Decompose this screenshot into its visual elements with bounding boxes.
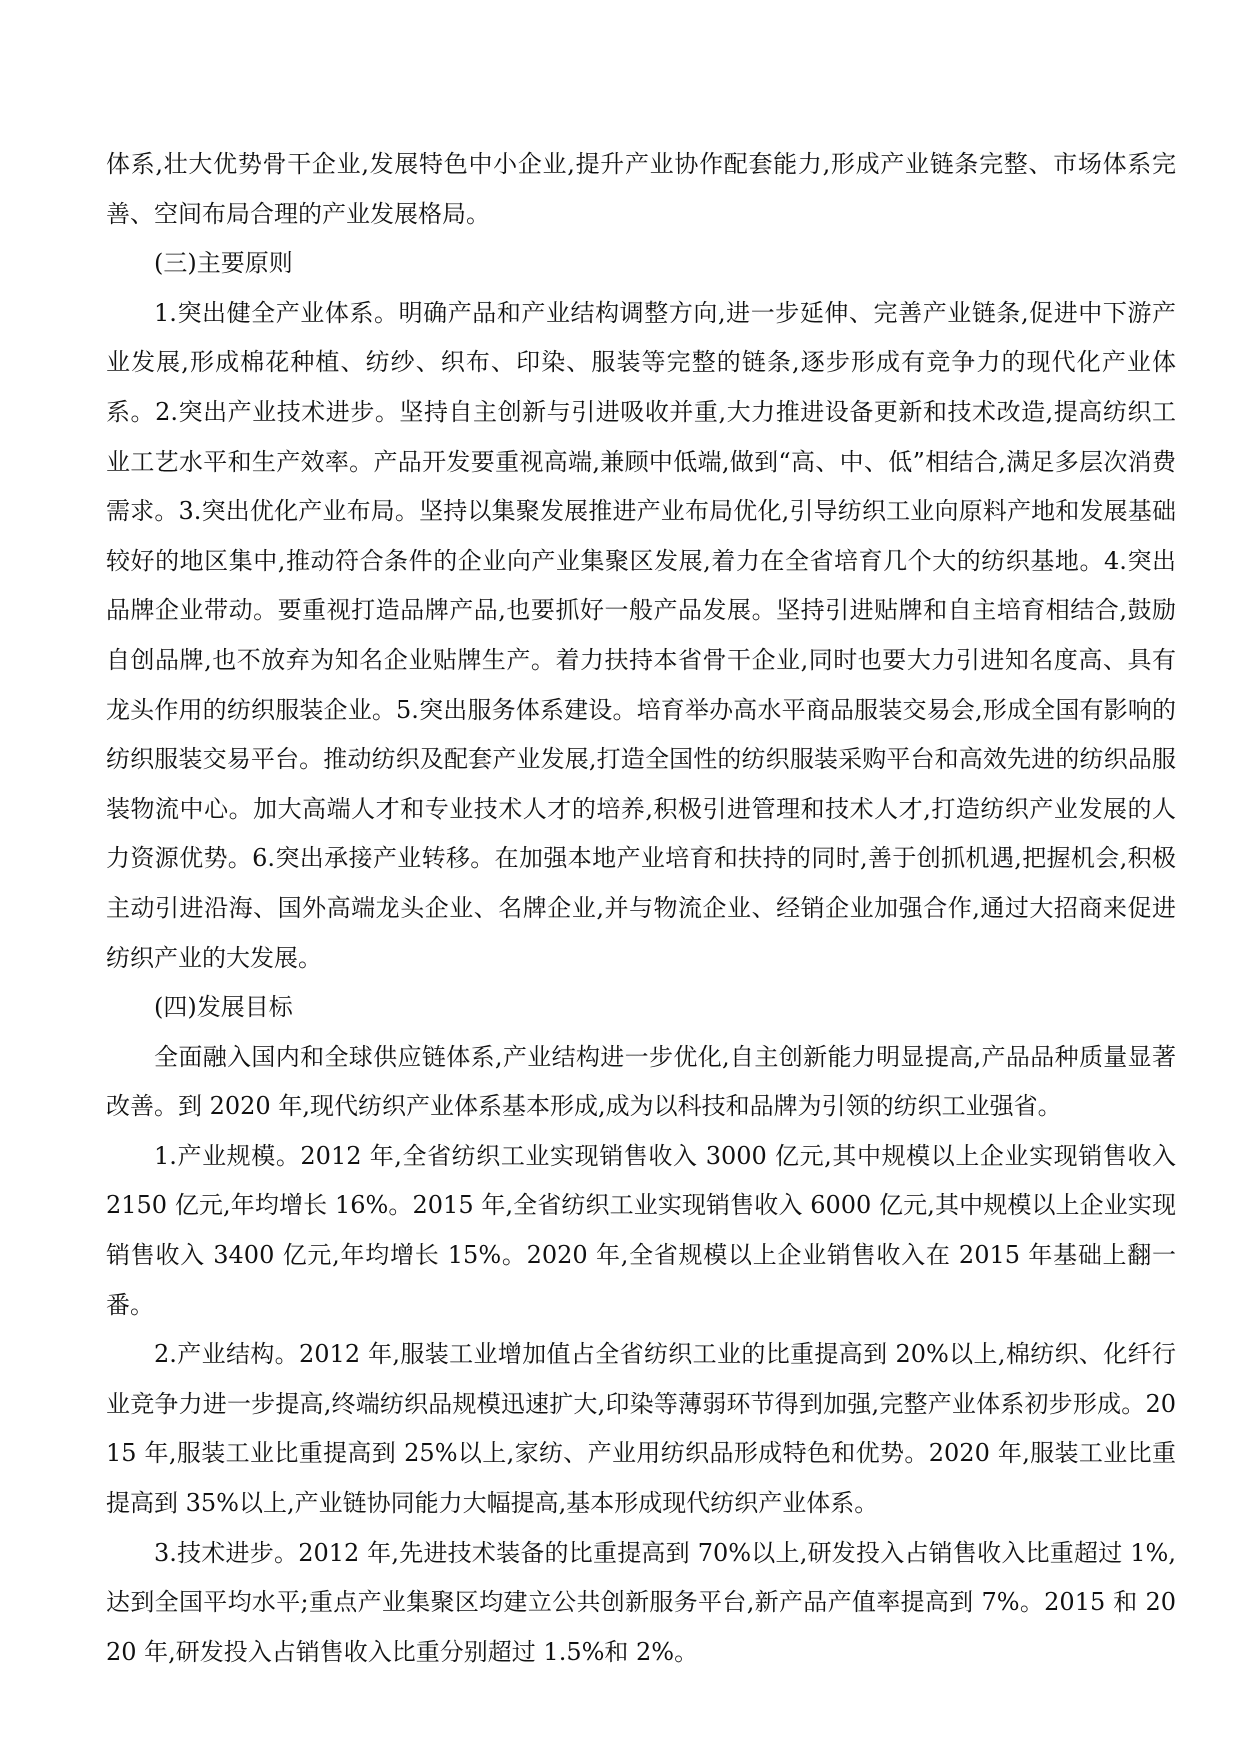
paragraph-goal-technology: 3.技术进步。2012 年,先进技术装备的比重提高到 70%以上,研发投入占销售收入比重超过 1%,达到全国平均水平;重点产业集聚区均建立公共创新服务平台,新产品产值率提高到 7%。2015 和 2020 年,研发投入占销售收入比重分别超过 1.5%和 2%。: [106, 1538, 1176, 1666]
paragraph-goal-structure: 2.产业结构。2012 年,服装工业增加值占全省纺织工业的比重提高到 20%以上,棉纺织、化纤行业竞争力进一步提高,终端纺织品规模迅速扩大,印染等薄弱环节得到加强,完整产业体系初步形成。2015 年,服装工业比重提高到 25%以上,家纺、产业用纺织品形成特色和优势。2020 年,服装工业比重提高到 35%以上,产业链协同能力大幅提高,基本形成现代纺织产业体系。: [106, 1340, 1176, 1518]
section-heading-goals: (四)发展目标: [154, 993, 293, 1022]
section-heading-principles: (三)主要原则: [154, 249, 293, 278]
paragraph-goals-intro: 全面融入国内和全球供应链体系,产业结构进一步优化,自主创新能力明显提高,产品品种质量显著改善。到 2020 年,现代纺织产业体系基本形成,成为以科技和品牌为引领的纺织工业强省。: [106, 1042, 1176, 1121]
paragraph-continuation: 体系,壮大优势骨干企业,发展特色中小企业,提升产业协作配套能力,形成产业链条完整、市场体系完善、空间布局合理的产业发展格局。: [106, 150, 1176, 228]
paragraph-principles: 1.突出健全产业体系。明确产品和产业结构调整方向,进一步延伸、完善产业链条,促进中下游产业发展,形成棉花种植、纺纱、织布、印染、服装等完整的链条,逐步形成有竞争力的现代化产业体系。2.突出产业技术进步。坚持自主创新与引进吸收并重,大力推进设备更新和技术改造,提高纺织工业工艺水平和生产效率。产品开发要重视高端,兼顾中低端,做到“高、中、低”相结合,满足多层次消费需求。3.突出优化产业布局。坚持以集聚发展推进产业布局优化,引导纺织工业向原料产地和发展基础较好的地区集中,推动符合条件的企业向产业集聚区发展,着力在全省培育几个大的纺织基地。4.突出品牌企业带动。要重视打造品牌产品,也要抓好一般产品发展。坚持引进贴牌和自主培育相结合,鼓励自创品牌,也不放弃为知名企业贴牌生产。着力扶持本省骨干企业,同时也要大力引进知名度高、具有龙头作用的纺织服装企业。5.突出服务体系建设。培育举办高水平商品服装交易会,形成全国有影响的纺织服装交易平台。推动纺织及配套产业发展,打造全国性的纺织服装采购平台和高效先进的纺织品服装物流中心。加大高端人才和专业技术人才的培养,积极引进管理和技术人才,打造纺织产业发展的人力资源优势。6.突出承接产业转移。在加强本地产业培育和扶持的同时,善于创抓机遇,把握机会,积极主动引进沿海、国外高端龙头企业、名牌企业,并与物流企业、经销企业加强合作,通过大招商来促进纺织产业的大发展。: [106, 298, 1176, 972]
document-page: [106, 140, 1176, 1677]
paragraph-goal-scale: 1.产业规模。2012 年,全省纺织工业实现销售收入 3000 亿元,其中规模以上企业实现销售收入 2150 亿元,年均增长 16%。2015 年,全省纺织工业实现销售收入 6000 亿元,其中规模以上企业实现销售收入 3400 亿元,年均增长 15%。2020 年,全省规模以上企业销售收入在 2015 年基础上翻一番。: [106, 1141, 1176, 1319]
